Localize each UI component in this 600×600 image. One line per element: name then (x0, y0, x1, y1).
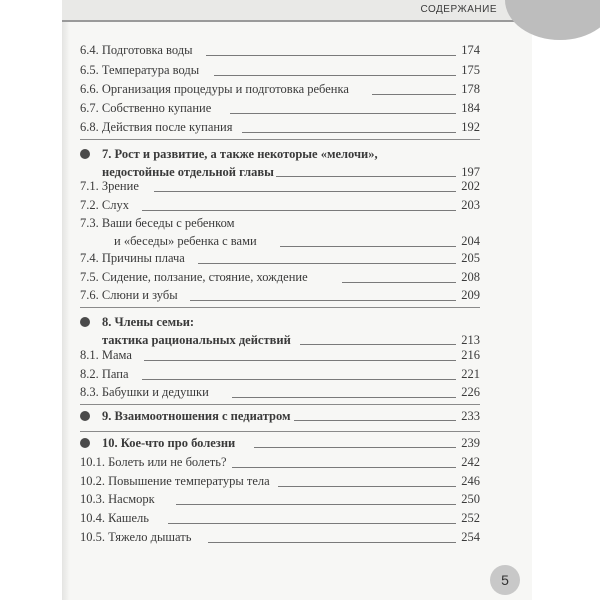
toc-entry-page: 175 (461, 63, 480, 77)
toc-entry[interactable] (80, 80, 480, 98)
leader-line (254, 447, 456, 448)
toc-entry[interactable] (80, 61, 480, 79)
toc-entry[interactable] (80, 472, 480, 490)
toc-entry-page: 246 (461, 474, 480, 488)
leader-line (300, 344, 456, 345)
running-header-title: СОДЕРЖАНИЕ (420, 4, 497, 15)
toc-entry-title: 10.1. Болеть или не болеть? (80, 455, 227, 469)
chapter-page: 197 (461, 165, 480, 179)
chapter-title-line1: 10. Кое-что про болезни (102, 436, 236, 450)
chapter-page: 213 (461, 333, 480, 347)
toc-entry-page: 178 (461, 82, 480, 96)
toc-entry-title: 7.6. Слюни и зубы (80, 288, 178, 302)
toc-entry-title: 7.2. Слух (80, 198, 129, 212)
chapter-page: 233 (461, 409, 480, 423)
toc-entry[interactable] (80, 286, 480, 304)
chapter-title-line2: тактика рациональных действий (102, 333, 291, 347)
leader-line (278, 486, 456, 487)
toc-entry-page: 204 (461, 234, 480, 248)
toc-entry[interactable] (80, 365, 480, 383)
toc-entry-page: 221 (461, 367, 480, 381)
toc-entry-page: 205 (461, 251, 480, 265)
divider (80, 139, 480, 140)
leader-line (232, 467, 456, 468)
toc-entry-page: 174 (461, 43, 480, 57)
toc-entry[interactable] (80, 346, 480, 364)
divider (80, 431, 480, 432)
chapter-heading[interactable] (80, 407, 480, 425)
leader-line (230, 113, 456, 114)
page-number: 5 (501, 572, 509, 588)
chapter-page: 239 (461, 436, 480, 450)
leader-line (214, 75, 456, 76)
leader-line (176, 504, 456, 505)
leader-line (144, 360, 456, 361)
toc-entry-title: 10.5. Тяжело дышать (80, 530, 192, 544)
toc-entry-page: 226 (461, 385, 480, 399)
toc-entry-title: 6.7. Собственно купание (80, 101, 212, 115)
toc-entry-page: 242 (461, 455, 480, 469)
toc-entry-title: 8.1. Мама (80, 348, 132, 362)
leader-line (280, 246, 456, 247)
toc-entry-title: 10.4. Кашель (80, 511, 149, 525)
toc-entry-page: 202 (461, 179, 480, 193)
leader-line (232, 397, 456, 398)
chapter-bullet-icon (80, 149, 90, 159)
chapter-bullet-icon (80, 411, 90, 421)
chapter-title-line1: 7. Рост и развитие, а также некоторые «мелочи», (102, 147, 378, 161)
toc-entry-title: 7.5. Сидение, ползание, стояние, хождение (80, 270, 308, 284)
toc-entry[interactable] (80, 196, 480, 214)
toc-entry[interactable] (80, 490, 480, 508)
leader-line (190, 300, 456, 301)
leader-line (242, 132, 456, 133)
leader-line (294, 420, 456, 421)
leader-line (342, 282, 456, 283)
chapter-heading[interactable] (80, 313, 480, 349)
toc-entry-page: 203 (461, 198, 480, 212)
toc-entry-page: 192 (461, 120, 480, 134)
toc-entry-page: 208 (461, 270, 480, 284)
leader-line (142, 210, 456, 211)
leader-line (198, 263, 456, 264)
toc-entry-page: 250 (461, 492, 480, 506)
toc-entry[interactable] (80, 383, 480, 401)
toc-entry[interactable] (80, 41, 480, 59)
toc-entry-title: 10.3. Насморк (80, 492, 155, 506)
toc-entry[interactable] (80, 99, 480, 117)
toc-entry-title: 8.3. Бабушки и дедушки (80, 385, 209, 399)
leader-line (154, 191, 456, 192)
toc-entry-page: 216 (461, 348, 480, 362)
chapter-heading[interactable] (80, 434, 480, 452)
toc-entry-page: 209 (461, 288, 480, 302)
divider (80, 404, 480, 405)
toc-entry-title: 6.5. Температура воды (80, 63, 200, 77)
toc-entry[interactable] (80, 268, 480, 286)
header-rule (62, 20, 532, 22)
chapter-title-line1: 8. Члены семьи: (102, 315, 195, 329)
toc-entry[interactable] (80, 177, 480, 195)
toc-entry-page: 254 (461, 530, 480, 544)
page-gutter-shadow (62, 0, 70, 600)
toc-entry-title: 8.2. Папа (80, 367, 129, 381)
toc-entry[interactable] (80, 249, 480, 267)
leader-line (206, 55, 456, 56)
toc-entry[interactable] (80, 214, 480, 250)
toc-entry-title: 6.6. Организация процедуры и подготовка ребенка (80, 82, 349, 96)
toc-entry-page: 184 (461, 101, 480, 115)
toc-entry-title: 6.4. Подготовка воды (80, 43, 193, 57)
chapter-bullet-icon (80, 317, 90, 327)
leader-line (372, 94, 456, 95)
toc-entry-page: 252 (461, 511, 480, 525)
leader-line (142, 379, 456, 380)
toc-entry-title: 6.8. Действия после купания (80, 120, 233, 134)
chapter-title-line2: недостойные отдельной главы (102, 165, 274, 179)
toc-entry[interactable] (80, 118, 480, 136)
chapter-title-line1: 9. Взаимоотношения с педиатром (102, 409, 291, 423)
toc-entry-title: 7.1. Зрение (80, 179, 139, 193)
toc-entry[interactable] (80, 453, 480, 471)
toc-entry-title: 7.4. Причины плача (80, 251, 185, 265)
toc-entry-title: 10.2. Повышение температуры тела (80, 474, 270, 488)
toc-entry[interactable] (80, 528, 480, 546)
leader-line (168, 523, 456, 524)
toc-entry-title: 7.3. Ваши беседы с ребенком (80, 216, 235, 230)
toc-entry[interactable] (80, 509, 480, 527)
divider (80, 307, 480, 308)
chapter-heading[interactable] (80, 145, 480, 181)
leader-line (208, 542, 456, 543)
chapter-bullet-icon (80, 438, 90, 448)
toc-entry-title-cont: и «беседы» ребенка с вами (114, 234, 257, 248)
